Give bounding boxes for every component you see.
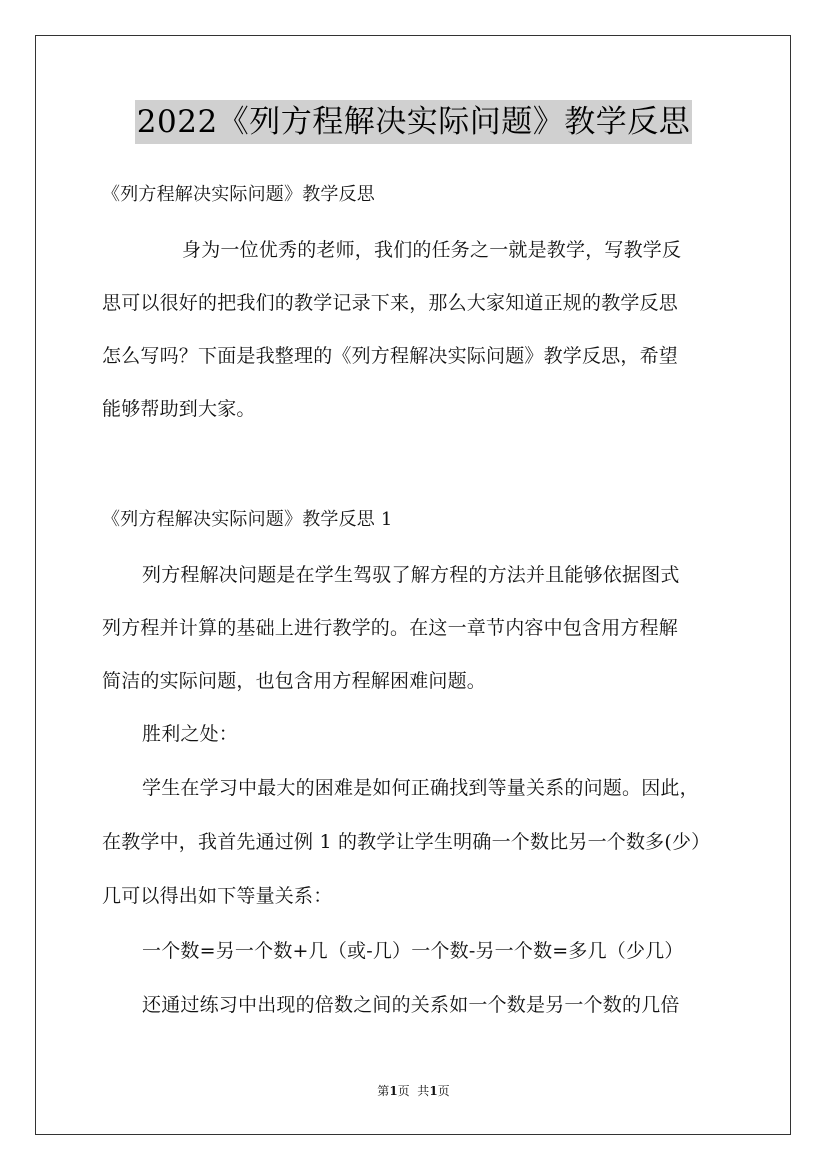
success-label: 胜利之处： bbox=[142, 723, 239, 745]
para-1-line-2: 列方程并计算的基础上进行教学的。在这一章节内容中包含用方程解 bbox=[102, 617, 679, 639]
subheading: 《列方程解决实际问题》教学反思 bbox=[102, 184, 375, 205]
intro-line-1: 身为一位优秀的老师，我们的任务之一就是教学，写教学反 bbox=[182, 239, 682, 261]
title-container bbox=[0, 100, 827, 144]
document-title: 2022《列方程解决实际问题》教学反思 bbox=[135, 100, 692, 144]
equation-line: 一个数=另一个数+几（或-几）一个数-另一个数=多几（少几） bbox=[142, 940, 684, 962]
para-2-line-1: 学生在学习中最大的困难是如何正确找到等量关系的问题。因此， bbox=[142, 777, 699, 799]
footer-page-current: 1 bbox=[389, 1084, 398, 1098]
footer-page-total: 1 bbox=[429, 1084, 438, 1098]
footer-page-suffix: 页 共 bbox=[397, 1084, 430, 1098]
para-1-line-1: 列方程解决问题是在学生驾驭了解方程的方法并且能够依据图式 bbox=[142, 564, 680, 586]
footer-page-prefix: 第 bbox=[377, 1084, 390, 1098]
para-2-line-3: 几可以得出如下等量关系： bbox=[102, 885, 333, 907]
para-3-line-1: 还通过练习中出现的倍数之间的关系如一个数是另一个数的几倍 bbox=[142, 994, 680, 1016]
para-2-line-2: 在教学中，我首先通过例 1 的教学让学生明确一个数比另一个数多(少） bbox=[102, 831, 711, 853]
intro-line-2: 思可以很好的把我们的教学记录下来，那么大家知道正规的教学反思 bbox=[102, 292, 679, 314]
footer-page-end: 页 bbox=[437, 1084, 450, 1098]
intro-line-3: 怎么写吗？下面是我整理的《列方程解决实际问题》教学反思，希望 bbox=[102, 345, 679, 367]
para-1-line-3: 简洁的实际问题，也包含用方程解困难问题。 bbox=[102, 670, 487, 692]
section-1-heading: 《列方程解决实际问题》教学反思 1 bbox=[102, 509, 393, 530]
page-footer bbox=[0, 1082, 827, 1100]
intro-line-4: 能够帮助到大家。 bbox=[102, 398, 256, 420]
